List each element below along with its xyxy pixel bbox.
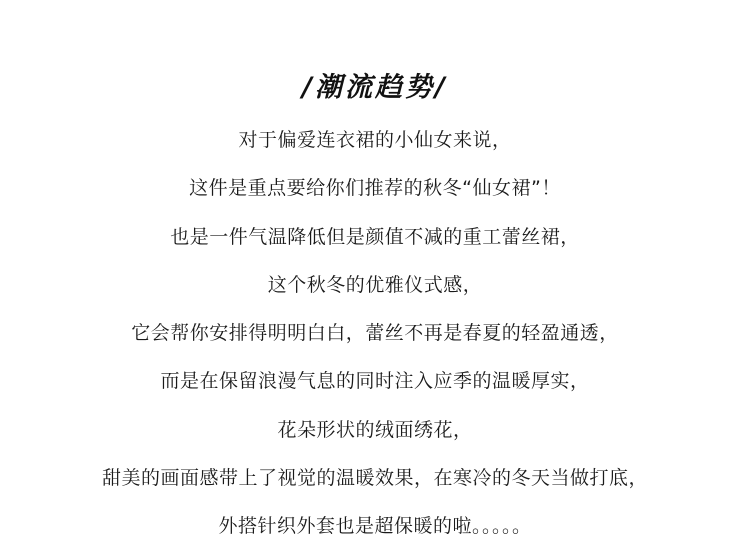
text-line: 这个秋冬的优雅仪式感，	[267, 273, 483, 296]
text-line: 外搭针织外套也是超保暖的啦。。。。。	[218, 515, 532, 538]
text-line: 而是在保留浪漫气息的同时注入应季的温暖厚实，	[160, 370, 590, 393]
text-line: 它会帮你安排得明明白白，蕾丝不再是春夏的轻盈通透，	[131, 322, 619, 345]
text-line: 也是一件气温降低但是颜值不减的重工蕾丝裙，	[170, 225, 580, 248]
description-paragraph	[0, 125, 750, 560]
text-line: 甜美的画面感带上了视觉的温暖效果，在寒冷的冬天当做打底，	[101, 467, 648, 490]
section-heading: /潮流趋势/	[302, 72, 448, 103]
text-line: 花朵形状的绒面绣花，	[277, 418, 473, 441]
text-line: 对于偏爱连衣裙的小仙女来说，	[238, 129, 512, 151]
text-line: 这件是重点要给你们推荐的秋冬“仙女裙”！	[189, 177, 561, 200]
